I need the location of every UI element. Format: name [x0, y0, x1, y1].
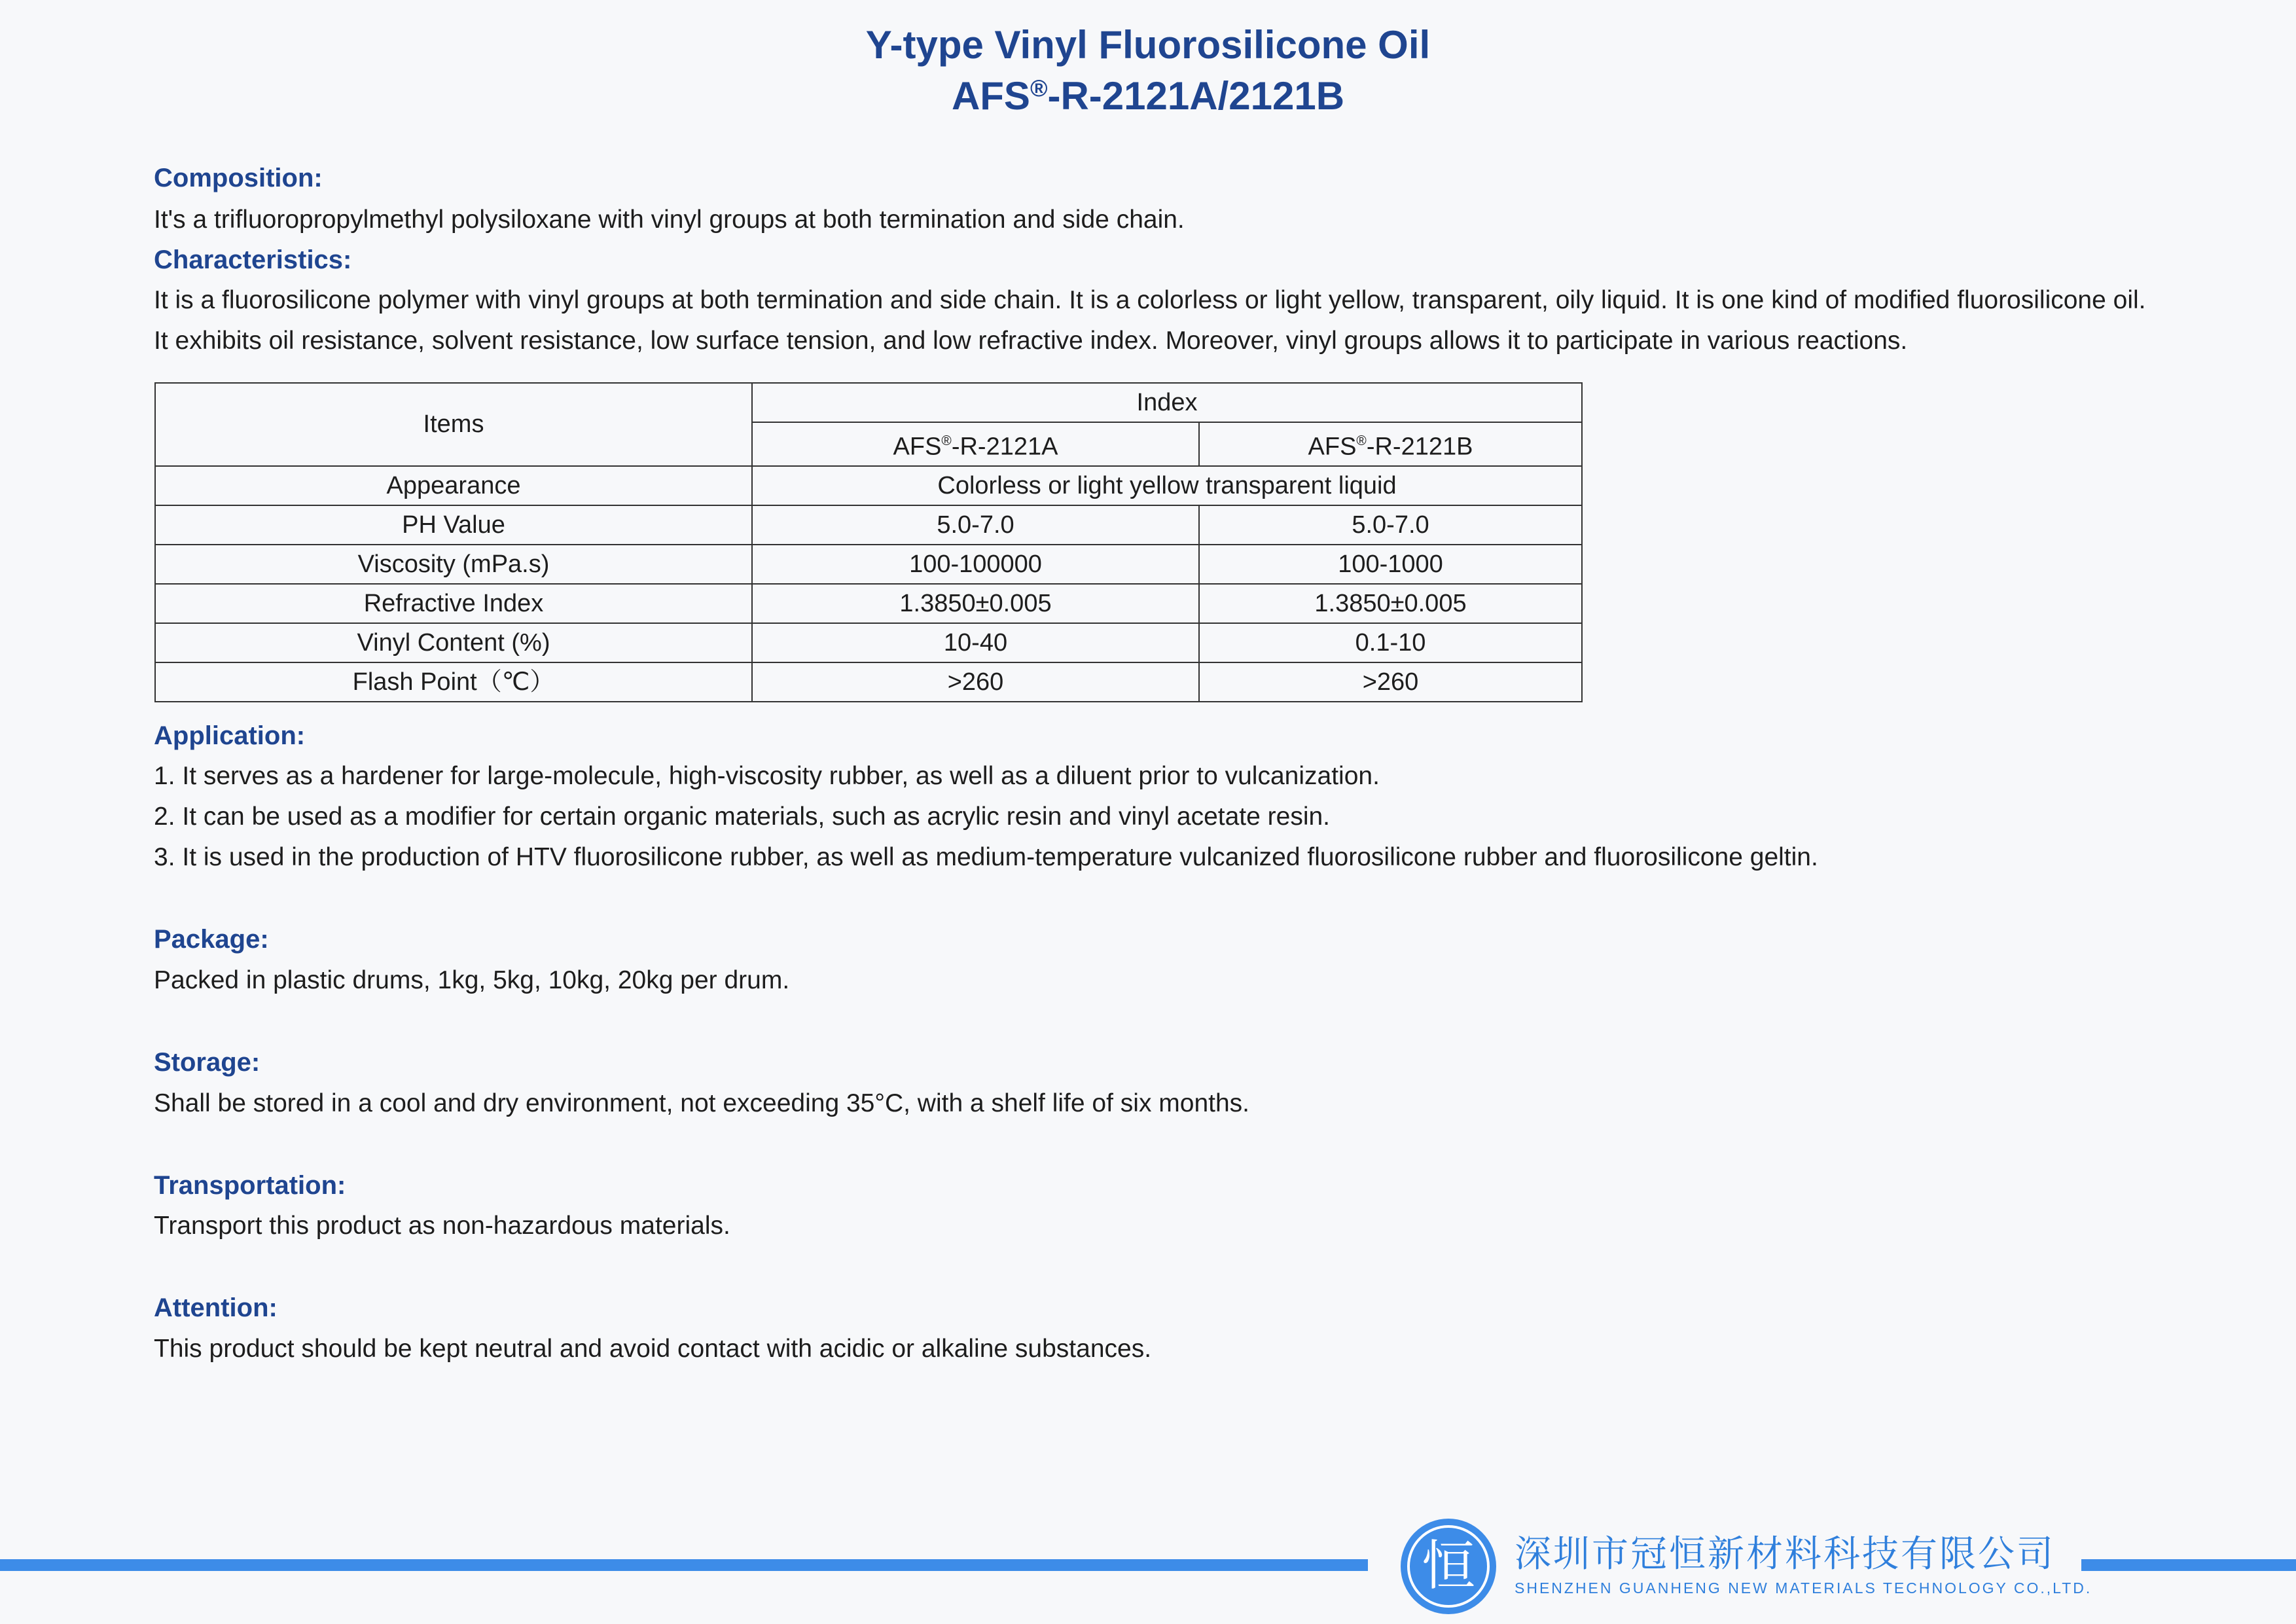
characteristics-heading: Characteristics: — [154, 245, 352, 274]
title-line-2 — [0, 67, 2296, 118]
table-row — [155, 466, 1582, 505]
header-product-a: AFS®-R-2121A — [752, 422, 1199, 466]
application-item-2: 2. It can be used as a modifier for certain organic materials, such as acrylic resin and vinyl acetate resin. — [154, 803, 1331, 831]
footer-bar-left — [0, 1559, 1368, 1571]
table-row — [155, 662, 1582, 702]
header-product-b: AFS®-R-2121B — [1199, 422, 1582, 466]
row-value-shared: Colorless or light yellow transparent liquid — [752, 466, 1582, 505]
row-value-b: 0.1-10 — [1199, 623, 1582, 662]
table-row — [155, 505, 1582, 545]
table-row — [155, 584, 1582, 623]
company-name-en: SHENZHEN GUANHENG NEW MATERIALS TECHNOLOGY CO.,LTD. — [1515, 1579, 2092, 1597]
page-title — [0, 24, 2296, 118]
guanheng-logo-icon — [1401, 1519, 1496, 1614]
attention-text: This product should be kept neutral and avoid contact with acidic or alkaline substances. — [154, 1335, 1152, 1363]
row-value-a: >260 — [752, 662, 1199, 702]
application-item-3: 3. It is used in the production of HTV fluorosilicone rubber, as well as medium-temperature vulcanized fluorosilicone rubber and fluorosilicone geltin. — [154, 843, 1818, 871]
row-value-a: 1.3850±0.005 — [752, 584, 1199, 623]
attention-heading: Attention: — [154, 1293, 278, 1322]
storage-heading: Storage: — [154, 1048, 260, 1077]
transportation-text: Transport this product as non-hazardous materials. — [154, 1212, 730, 1240]
package-text: Packed in plastic drums, 1kg, 5kg, 10kg, 20kg per drum. — [154, 966, 790, 994]
row-value-a: 100-100000 — [752, 545, 1199, 584]
spec-table — [154, 382, 1583, 702]
row-value-b: 1.3850±0.005 — [1199, 584, 1582, 623]
row-value-b: >260 — [1199, 662, 1582, 702]
package-heading: Package: — [154, 925, 269, 954]
logo-glyph: 恒 — [1421, 1535, 1475, 1597]
table-row — [155, 545, 1582, 584]
composition-heading: Composition: — [154, 164, 323, 192]
row-label: Vinyl Content (%) — [155, 623, 752, 662]
row-value-b: 100-1000 — [1199, 545, 1582, 584]
table-row — [155, 623, 1582, 662]
row-value-b: 5.0-7.0 — [1199, 505, 1582, 545]
row-label: Appearance — [155, 466, 752, 505]
company-name-cn: 深圳市冠恒新材料科技有限公司 — [1515, 1533, 2055, 1576]
transportation-heading: Transportation: — [154, 1171, 346, 1200]
row-label: Viscosity (mPa.s) — [155, 545, 752, 584]
application-item-1: 1. It serves as a hardener for large-molecule, high-viscosity rubber, as well as a diluent prior to vulcanization. — [154, 762, 1380, 790]
title-product-suffix: -R-2121A/2121B — [1047, 73, 1345, 118]
composition-text: It's a trifluoropropylmethyl polysiloxane with vinyl groups at both termination and side chain. — [154, 206, 1185, 234]
application-heading: Application: — [154, 721, 306, 750]
row-label: Refractive Index — [155, 584, 752, 623]
title-product-prefix: AFS — [951, 73, 1030, 118]
table-header-row — [155, 383, 1582, 422]
header-index: Index — [752, 383, 1582, 422]
registered-mark: ® — [1030, 75, 1048, 101]
storage-text: Shall be stored in a cool and dry environment, not exceeding 35°C, with a shelf life of six months. — [154, 1089, 1250, 1117]
row-value-a: 5.0-7.0 — [752, 505, 1199, 545]
characteristics-text: It is a fluorosilicone polymer with vinyl groups at both termination and side chain. It is a colorless or light yellow, transparent, oily liquid. It is one kind of modified fluorosilicone oil. It exhibits oil resistance, solvent resistance, low surface tension, and low refractive index. Moreover, vinyl groups allows it to participate in various reactions. — [154, 286, 2146, 355]
title-line-1: Y-type Vinyl Fluorosilicone Oil — [865, 23, 1431, 67]
row-label: Flash Point（℃） — [155, 662, 752, 702]
footer-bar-right — [2081, 1559, 2296, 1571]
row-label: PH Value — [155, 505, 752, 545]
header-items: Items — [155, 383, 752, 466]
row-value-a: 10-40 — [752, 623, 1199, 662]
